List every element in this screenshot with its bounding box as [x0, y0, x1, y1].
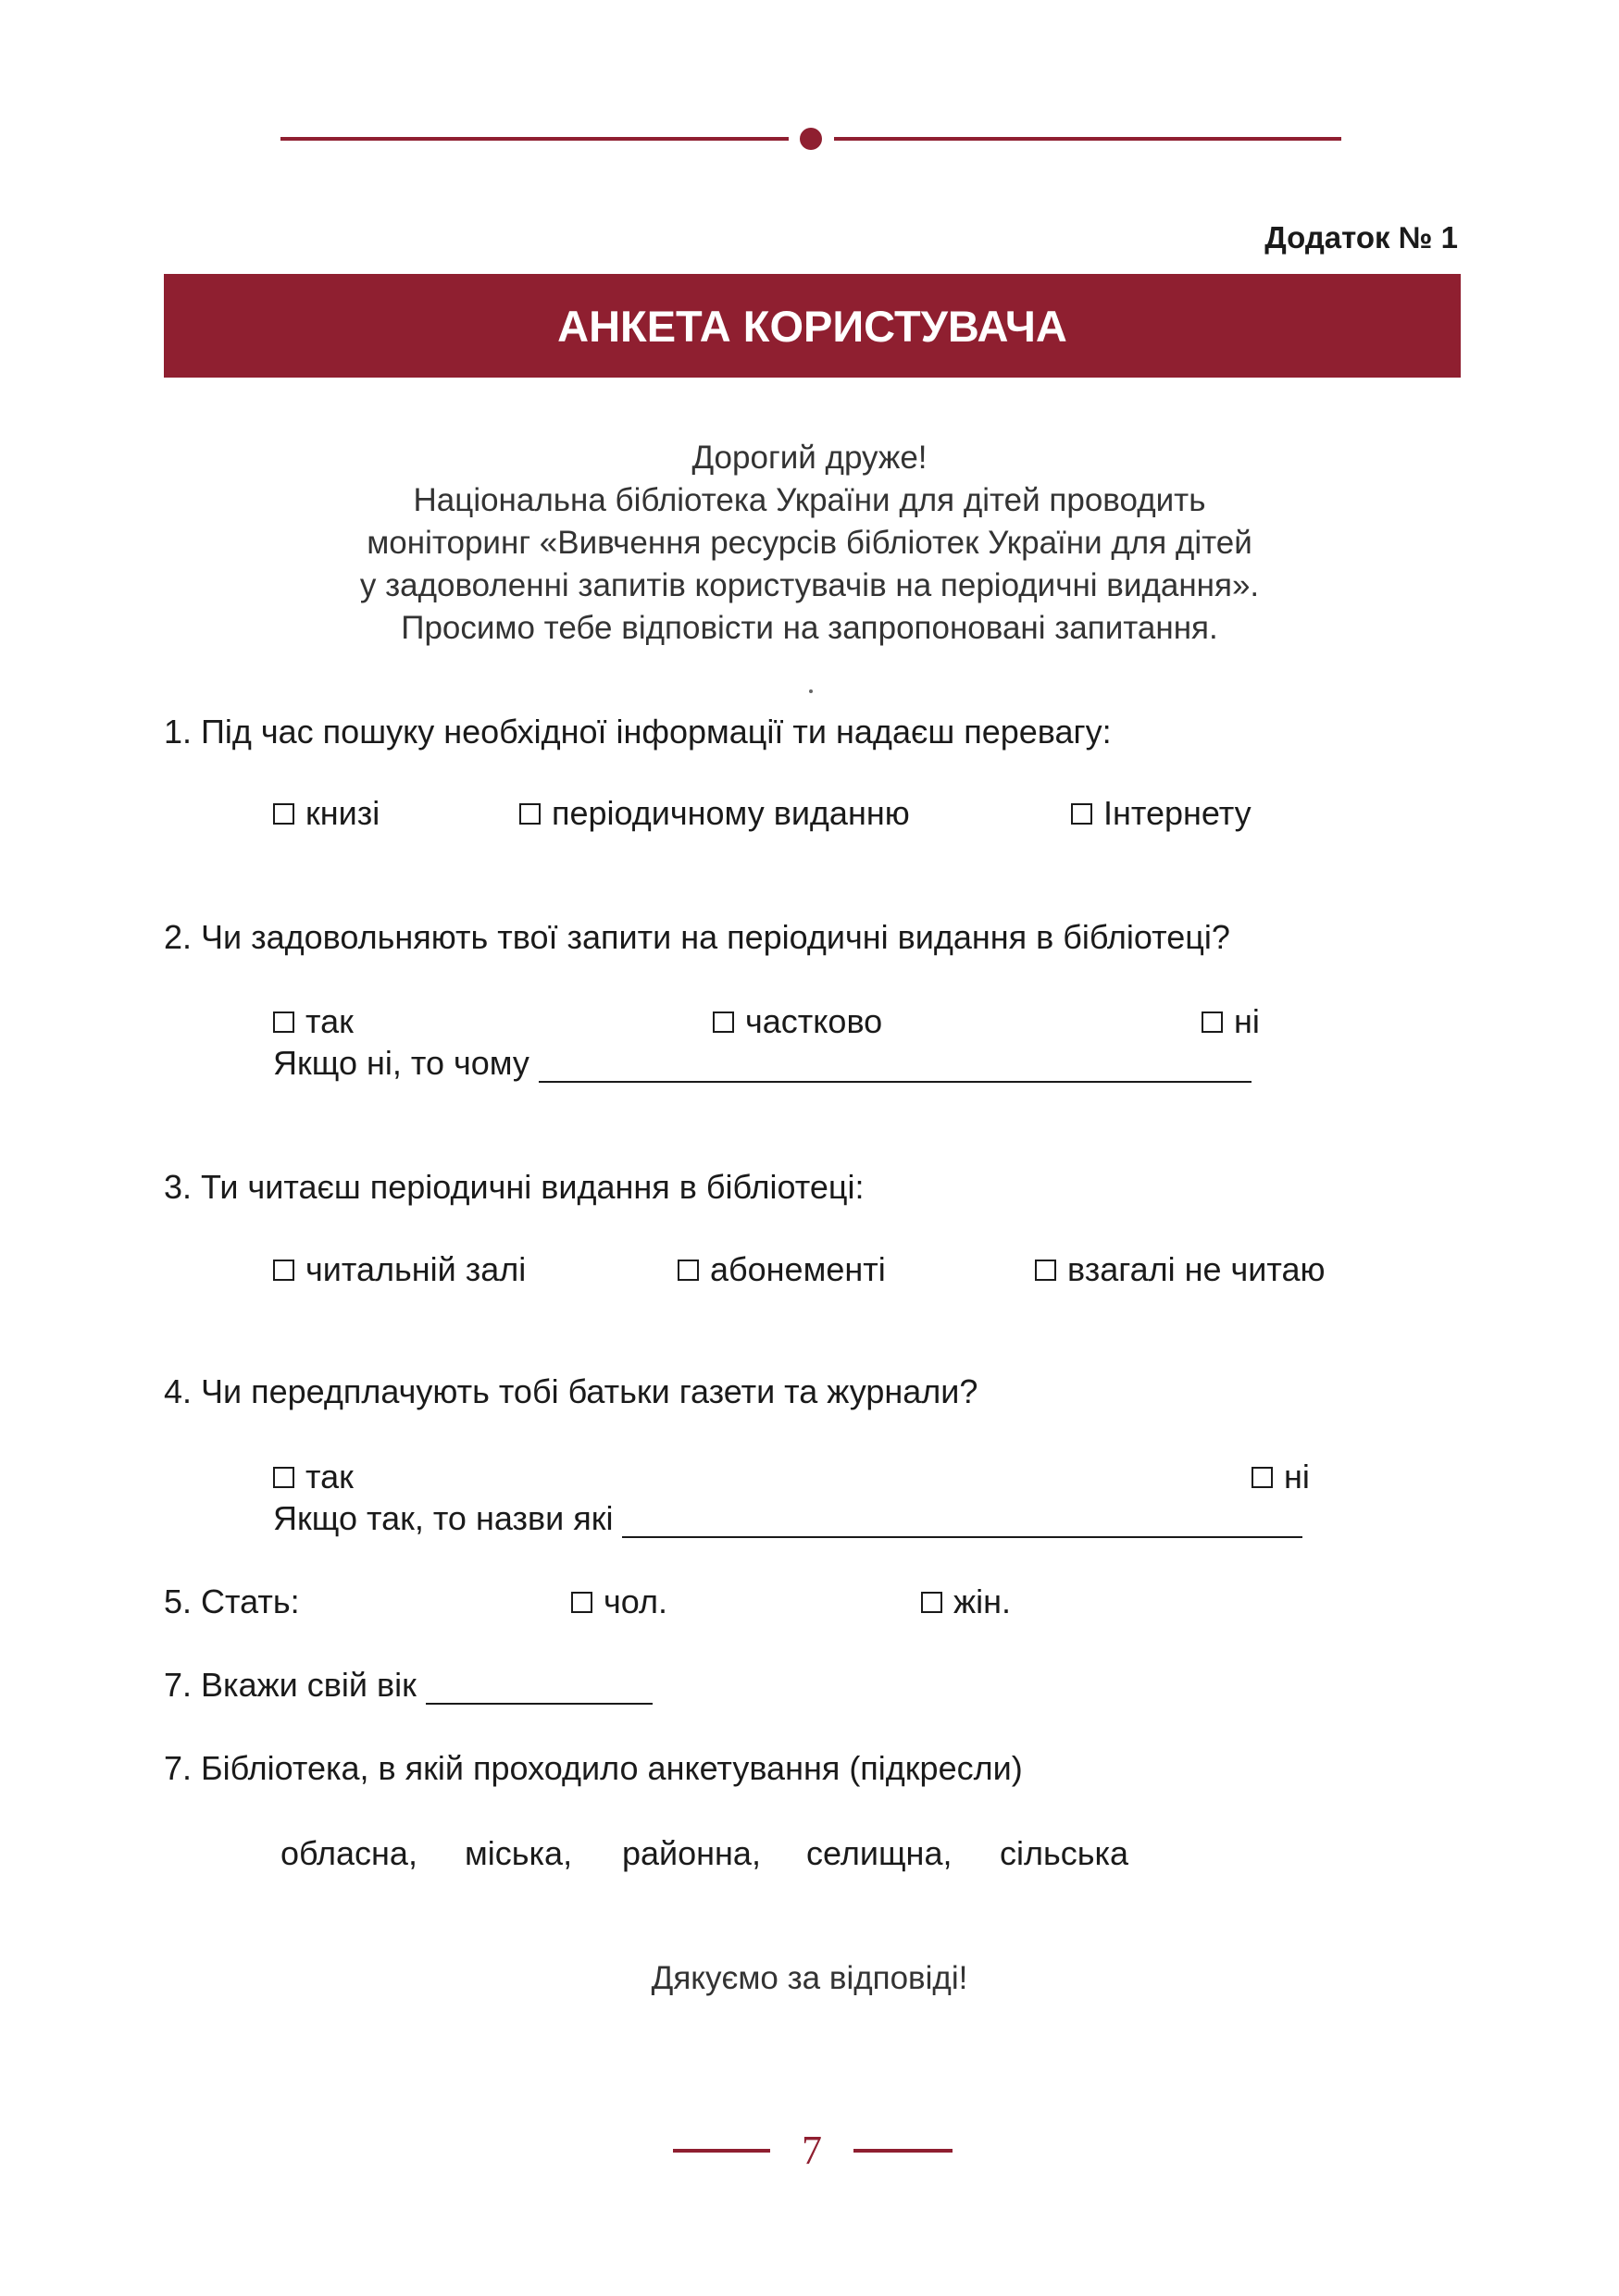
q1-option-internet[interactable]: Інтернету	[1071, 794, 1252, 833]
library-choice-village[interactable]: сільська	[1000, 1834, 1129, 1872]
stray-dot	[809, 689, 813, 693]
q3-option-reading-room[interactable]: читальній залі	[273, 1250, 526, 1289]
checkbox-icon[interactable]	[713, 1011, 734, 1033]
q4-option-no[interactable]: ні	[1252, 1458, 1310, 1496]
intro-line: у задоволенні запитів користувачів на періодичні видання».	[359, 567, 1260, 603]
page-footer	[0, 2127, 1619, 2173]
intro-line: Національна бібліотека України для дітей проводить	[413, 482, 1206, 518]
library-choice-regional[interactable]: обласна,	[280, 1834, 417, 1872]
q4-followup: Якщо так, то назви які	[273, 1499, 1302, 1538]
library-choice-district[interactable]: районна,	[622, 1834, 761, 1872]
footer-line-right	[853, 2149, 953, 2153]
checkbox-icon[interactable]	[273, 803, 294, 825]
intro-text	[0, 437, 1619, 650]
q2-option-yes[interactable]: так	[273, 1002, 354, 1041]
question-age: 7. Вкажи свій вік	[164, 1666, 653, 1705]
appendix-label: Додаток № 1	[1264, 220, 1458, 254]
checkbox-icon[interactable]	[571, 1592, 592, 1613]
closing-text: Дякуємо за відповіді!	[651, 1960, 968, 1996]
checkbox-icon[interactable]	[1071, 803, 1092, 825]
q3-option-lending[interactable]: абонементі	[678, 1250, 886, 1289]
title-banner	[164, 274, 1461, 378]
checkbox-icon[interactable]	[519, 803, 541, 825]
q2-option-partly[interactable]: частково	[713, 1002, 882, 1041]
checkbox-icon[interactable]	[678, 1260, 699, 1281]
q4-option-yes[interactable]: так	[273, 1458, 354, 1496]
checkbox-icon[interactable]	[1252, 1467, 1273, 1488]
checkbox-icon[interactable]	[273, 1467, 294, 1488]
page-title: АНКЕТА КОРИСТУВАЧА	[557, 301, 1067, 351]
library-choice-city[interactable]: міська,	[465, 1834, 573, 1872]
question-2: 2. Чи задовольняють твої запити на періодичні видання в бібліотеці?	[164, 918, 1230, 956]
checkbox-icon[interactable]	[273, 1260, 294, 1281]
question-5: 5. Стать:	[164, 1582, 300, 1620]
question-3: 3. Ти читаєш періодичні видання в бібліотеці:	[164, 1168, 865, 1206]
checkbox-icon[interactable]	[1202, 1011, 1223, 1033]
intro-line: Дорогий друже!	[691, 440, 928, 476]
ornament-dot	[800, 128, 822, 150]
checkbox-icon[interactable]	[273, 1011, 294, 1033]
q5-option-male[interactable]: чол.	[571, 1582, 667, 1621]
footer-line-left	[673, 2149, 770, 2153]
question-1: 1. Під час пошуку необхідної інформації ти надаєш перевагу:	[164, 713, 1112, 751]
question-4: 4. Чи передплачують тобі батьки газети та журнали?	[164, 1372, 978, 1410]
page-number: 7	[802, 2128, 822, 2173]
q1-option-periodical[interactable]: періодичному виданню	[519, 794, 910, 833]
q3-option-none[interactable]: взагалі не читаю	[1035, 1250, 1326, 1289]
q2-option-no[interactable]: ні	[1202, 1002, 1260, 1041]
ornament-line-right	[834, 137, 1341, 141]
age-field[interactable]	[426, 1671, 653, 1705]
checkbox-icon[interactable]	[921, 1592, 942, 1613]
ornament-line-left	[280, 137, 789, 141]
intro-line: Просимо тебе відповісти на запропоновані запитання.	[401, 610, 1218, 646]
q2-reason-field[interactable]	[539, 1049, 1252, 1083]
library-choice-settlement[interactable]: селищна,	[806, 1834, 953, 1872]
intro-line: моніторинг «Вивчення ресурсів бібліотек України для дітей	[367, 525, 1252, 561]
q4-names-field[interactable]	[622, 1505, 1302, 1538]
q1-option-book[interactable]: книзі	[273, 794, 380, 833]
question-7: 7. Бібліотека, в якій проходило анкетування (підкресли)	[164, 1749, 1023, 1787]
top-ornament	[280, 125, 1341, 153]
q2-followup: Якщо ні, то чому	[273, 1044, 1252, 1083]
checkbox-icon[interactable]	[1035, 1260, 1056, 1281]
q5-option-female[interactable]: жін.	[921, 1582, 1011, 1621]
